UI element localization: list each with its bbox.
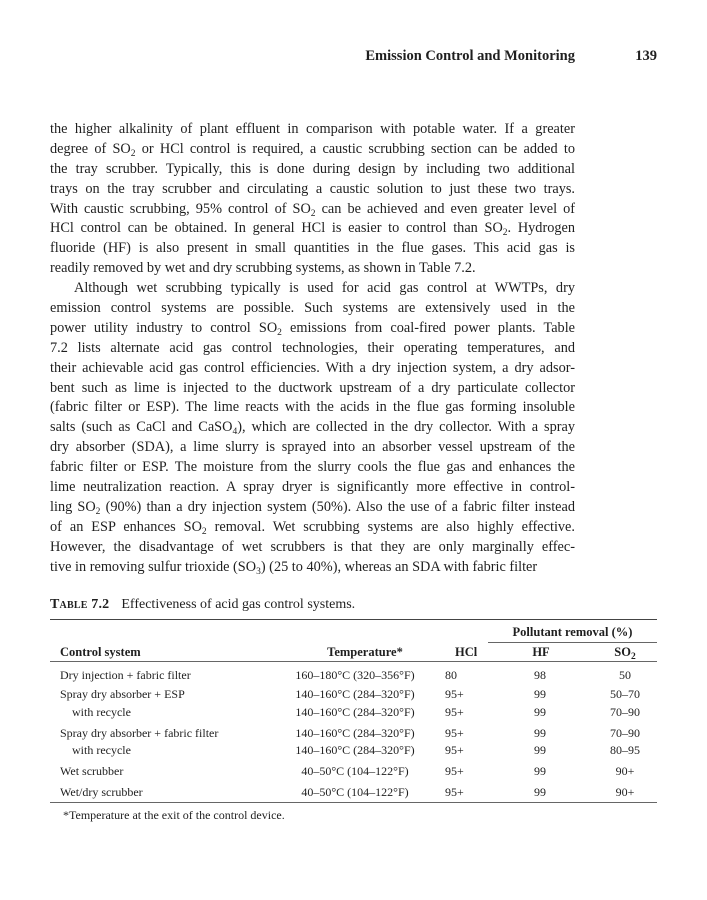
cell-hcl: 80 bbox=[445, 668, 457, 682]
table-title: Effectiveness of acid gas control systems. bbox=[121, 597, 356, 612]
text-line: dry absorber (SDA), a lime slurry is sprayed into an absorber vessel upstream of the bbox=[50, 439, 575, 456]
cell-hcl: 95+ bbox=[445, 726, 464, 740]
cell-control-system: Wet scrubber bbox=[60, 764, 124, 778]
text-line: trays on the tray scrubber and circulating a caustic solution to just these two trays. bbox=[50, 180, 575, 197]
cell-temperature: 140–160°C (284–320°F) bbox=[295, 705, 415, 719]
cell-control-system: with recycle bbox=[72, 743, 131, 757]
table-caption bbox=[50, 597, 355, 613]
cell-so2: 90+ bbox=[615, 764, 635, 778]
text-line: Although wet scrubbing typically is used for acid gas control at WWTPs, dry bbox=[74, 280, 575, 297]
text-line: bent such as lime is injected to the ductwork upstream of a dry particulate collector bbox=[50, 379, 575, 396]
text-line: salts (such as CaCl and CaSO$_4$), which are collected in the dry collector. With a spray bbox=[50, 419, 576, 438]
text-line: emission control systems are possible. Such systems are extensively used in the bbox=[50, 300, 575, 317]
table-bottom-rule bbox=[50, 802, 657, 803]
subscript: 2 bbox=[277, 327, 282, 338]
header-so2-sub: 2 bbox=[630, 652, 636, 662]
subscript: 2 bbox=[201, 526, 207, 537]
cell-hf: 99 bbox=[534, 726, 546, 740]
table-top-rule bbox=[50, 619, 657, 620]
text-line: However, the disadvantage of wet scrubbers is that they are only marginally effec- bbox=[50, 538, 575, 555]
cell-hcl: 95+ bbox=[445, 687, 464, 701]
text-line: their achievable acid gas control efficiencies. With a dry injection system, a dry adsor- bbox=[50, 359, 575, 376]
cell-control-system: Spray dry absorber + ESP bbox=[60, 687, 185, 701]
text-line: the higher alkalinity of plant effluent in comparison with potable water. If a greater bbox=[50, 121, 575, 137]
cell-temperature: 140–160°C (284–320°F) bbox=[295, 687, 415, 701]
text-line: degree of $SO_2$ or HCl control is required, a caustic scrubbing section can be added to bbox=[50, 140, 575, 159]
cell-so2: 90+ bbox=[615, 785, 635, 799]
text-line: With caustic scrubbing, 95% control of $SO_2$ can be achieved and even greater level of bbox=[50, 200, 576, 219]
cell-temperature: 140–160°C (284–320°F) bbox=[295, 743, 415, 757]
cell-temperature: 160–180°C (320–356°F) bbox=[295, 668, 415, 682]
text-line: of an ESP enhances $SO_2$ removal. Wet scrubbing systems are also highly effective. bbox=[50, 518, 575, 537]
cell-hf: 99 bbox=[534, 764, 546, 778]
text-line: fabric filter or ESP. The moisture from the slurry cools the flue gas and enhances the bbox=[50, 459, 575, 476]
cell-hcl: 95+ bbox=[445, 705, 464, 719]
table-footnote: *Temperature at the exit of the control device. bbox=[63, 808, 285, 822]
page-number: 139 bbox=[635, 48, 657, 64]
cell-control-system: Dry injection + fabric filter bbox=[60, 668, 191, 682]
running-head bbox=[50, 48, 657, 68]
header-so2 bbox=[605, 645, 645, 660]
cell-hf: 99 bbox=[534, 743, 546, 757]
header-hcl: HCl bbox=[455, 645, 478, 659]
subscript: 2 bbox=[95, 506, 101, 517]
cell-control-system: Wet/dry scrubber bbox=[60, 785, 143, 799]
subscript: 2 bbox=[310, 208, 316, 219]
subscript: 4 bbox=[232, 427, 238, 438]
text-line: HCl control can be obtained. In general HCl is easier to control than $SO_2$. Hydrogen bbox=[50, 220, 575, 239]
cell-hf: 98 bbox=[534, 668, 546, 682]
body-text bbox=[50, 120, 575, 577]
cell-so2: 70–90 bbox=[610, 726, 640, 740]
table-label: Table 7.2 bbox=[50, 597, 110, 612]
cell-hf: 99 bbox=[534, 785, 546, 799]
running-head-title: Emission Control and Monitoring bbox=[365, 48, 575, 64]
text-line: ling $SO_2$ (90%) than a dry injection system (50%). Also the use of a fabric filter instead bbox=[50, 498, 576, 517]
cell-control-system: with recycle bbox=[72, 705, 131, 719]
cell-temperature: 40–50°C (104–122°F) bbox=[301, 785, 409, 799]
text-line: 7.2 lists alternate acid gas control technologies, their operating temperatures, and bbox=[50, 339, 575, 356]
header-so2-text: SO bbox=[614, 645, 631, 659]
cell-so2: 50 bbox=[619, 668, 631, 682]
cell-so2: 80–95 bbox=[610, 743, 640, 757]
cell-hf: 99 bbox=[534, 687, 546, 701]
cell-hcl: 95+ bbox=[445, 785, 464, 799]
header-temperature: Temperature* bbox=[327, 645, 403, 659]
cell-so2: 50–70 bbox=[610, 687, 640, 701]
cell-control-system: Spray dry absorber + fabric filter bbox=[60, 726, 219, 740]
cell-temperature: 140–160°C (284–320°F) bbox=[295, 726, 415, 740]
header-control-system: Control system bbox=[60, 645, 141, 659]
cell-temperature: 40–50°C (104–122°F) bbox=[301, 764, 409, 778]
header-bottom-rule bbox=[50, 661, 657, 662]
cell-hcl: 95+ bbox=[445, 764, 464, 778]
subscript: 2 bbox=[130, 148, 136, 159]
text-line: lime neutralization reaction. A spray dryer is significantly more effective in control- bbox=[50, 479, 575, 496]
text-line: the tray scrubber. Typically, this is done during design by including two additional bbox=[50, 160, 575, 177]
text-line: tive in removing sulfur trioxide $(SO_3)$ (25 to 40%), whereas an SDA with fabric filter bbox=[50, 558, 538, 577]
cell-hcl: 95+ bbox=[445, 743, 464, 757]
subscript: 2 bbox=[502, 228, 508, 239]
group-header-rule bbox=[488, 642, 657, 643]
text-line: (fabric filter or ESP). The lime reacts with the acids in the flue gas forming insoluble bbox=[50, 399, 575, 416]
text-line: readily removed by wet and dry scrubbing systems, as shown in Table 7.2. bbox=[50, 260, 476, 277]
text-line: power utility industry to control $SO_2$ emissions from coal-fired power plants. Table bbox=[50, 319, 576, 338]
cell-so2: 70–90 bbox=[610, 705, 640, 719]
cell-hf: 99 bbox=[534, 705, 546, 719]
subscript: 3 bbox=[256, 566, 261, 577]
text-line: fluoride (HF) is also present in small quantities in the flue gases. This acid gas is bbox=[50, 240, 575, 257]
header-hf: HF bbox=[532, 645, 550, 659]
group-header: Pollutant removal (%) bbox=[512, 625, 633, 639]
